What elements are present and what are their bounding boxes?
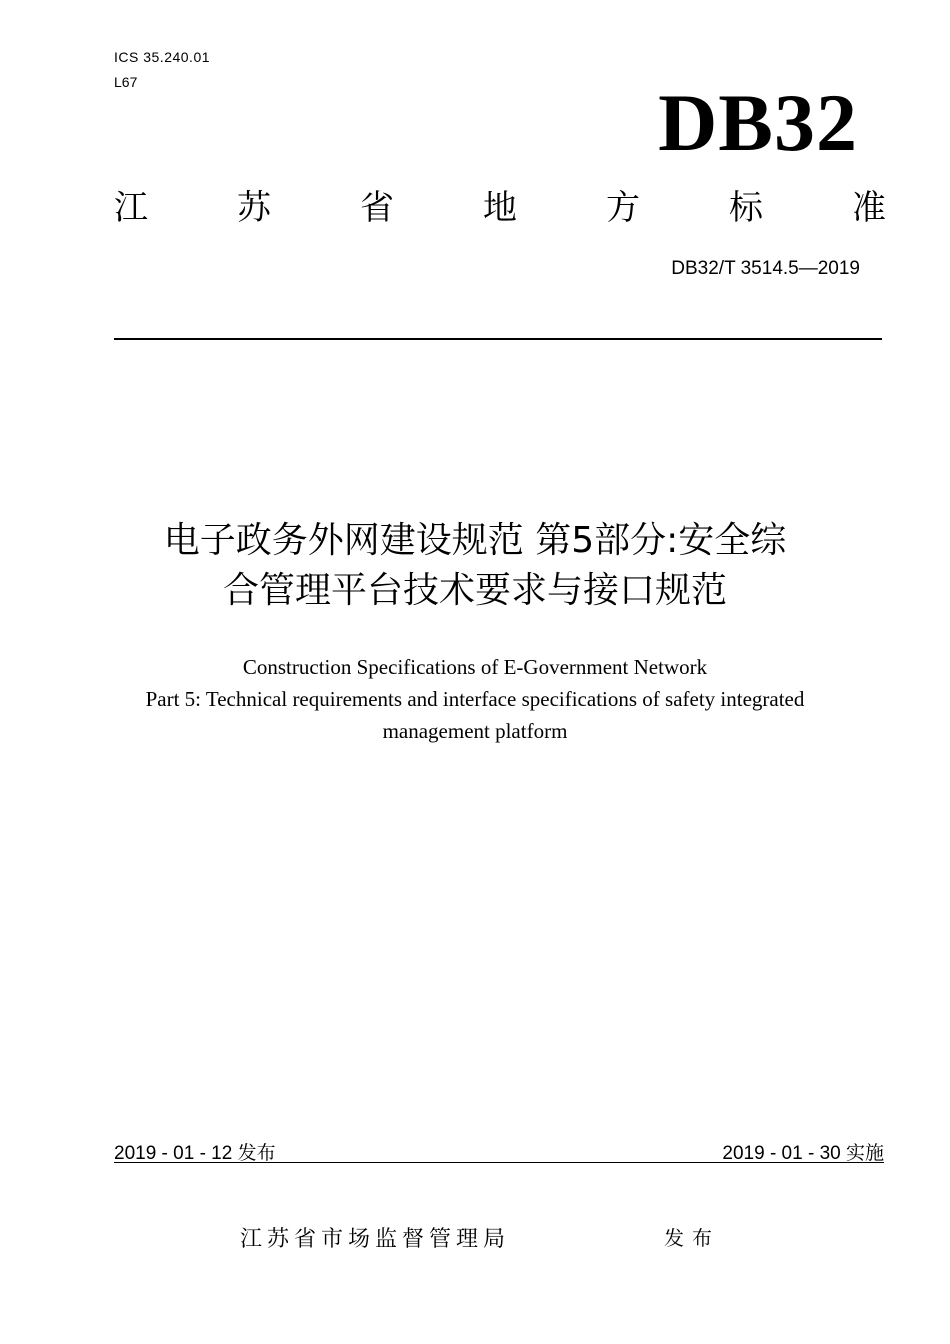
standard-type-char: 地 [483, 188, 517, 228]
standard-type-char: 省 [360, 188, 394, 228]
chinese-title [60, 516, 890, 616]
standard-type-char: 方 [606, 188, 640, 228]
db-standard-logo: DB32 [658, 77, 858, 168]
issue-label: 发布 [664, 1226, 720, 1250]
issuing-authority: 江苏省市场监督管理局 [240, 1227, 511, 1252]
english-title-line-1: Construction Specifications of E-Government Network [242, 655, 708, 679]
english-title [60, 651, 890, 747]
footer-divider [114, 1162, 884, 1163]
header-divider [114, 338, 882, 340]
standard-type-char: 苏 [237, 188, 271, 228]
standard-type-heading [114, 186, 886, 230]
standard-type-char: 准 [852, 188, 886, 228]
standard-number: DB32/T 3514.5—2019 [671, 258, 860, 279]
ics-code: ICS 35.240.01 [114, 49, 211, 65]
standard-type-char: 江 [114, 188, 148, 228]
issue-date: 2019 - 01 - 12 发布 [114, 1143, 276, 1164]
english-title-line-2: Part 5: Technical requirements and interface specifications of safety integrated [145, 687, 805, 711]
english-title-line-3: management platform [382, 719, 568, 743]
chinese-title-line-1: 电子政务外网建设规范 第5部分:安全综 [163, 520, 787, 561]
implementation-date: 2019 - 01 - 30 实施 [722, 1143, 884, 1164]
ccs-code: L67 [114, 74, 138, 90]
chinese-title-line-2: 合管理平台技术要求与接口规范 [222, 570, 727, 611]
standard-type-char: 标 [729, 188, 763, 228]
